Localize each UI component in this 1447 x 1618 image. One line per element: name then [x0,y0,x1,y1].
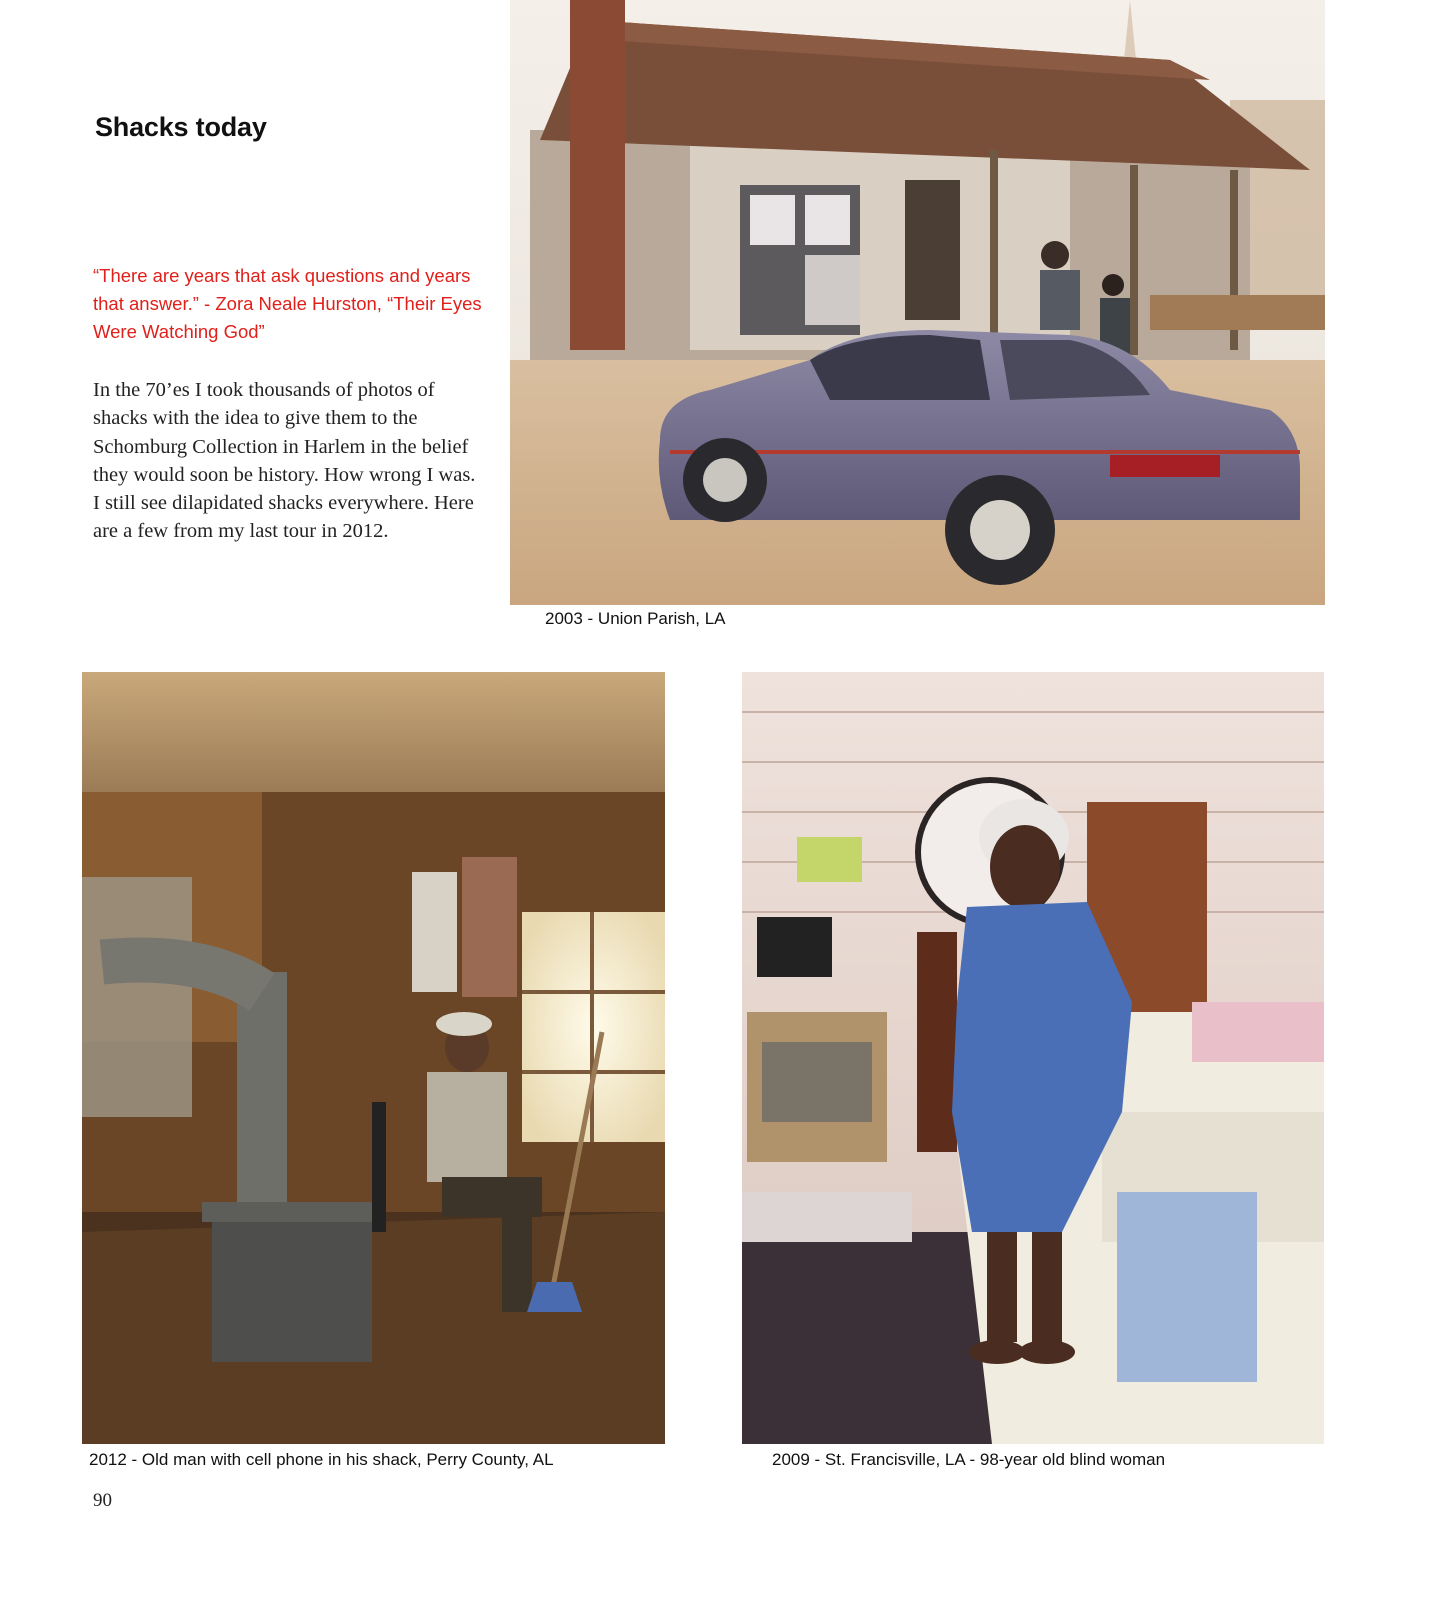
photo-old-man-in-shack [82,672,665,1444]
epigraph-quote: “There are years that ask questions and years that answer.” - Zora Neale Hurston, “Their Eyes Were Watching God” [93,265,482,342]
photo-caption-blind-woman: 2009 - St. Francisville, LA - 98-year old blind woman [772,1450,1166,1469]
photo-blind-woman [742,672,1324,1444]
photo-union-parish-house [510,0,1325,605]
photo-caption-union-parish: 2003 - Union Parish, LA [545,609,726,628]
page-title: Shacks today [95,112,267,142]
intro-paragraph: In the 70’es I took thousands of photos of shacks with the idea to give them to the Schomburg Collection in Harlem in the belief they would soon be history. How wrong I was. I still see dilapidated shacks everywhere. Here are a few from my last tour in 2012. [93,379,476,543]
photo-caption-old-man: 2012 - Old man with cell phone in his shack, Perry County, AL [89,1450,554,1469]
page-number: 90 [93,1490,112,1511]
